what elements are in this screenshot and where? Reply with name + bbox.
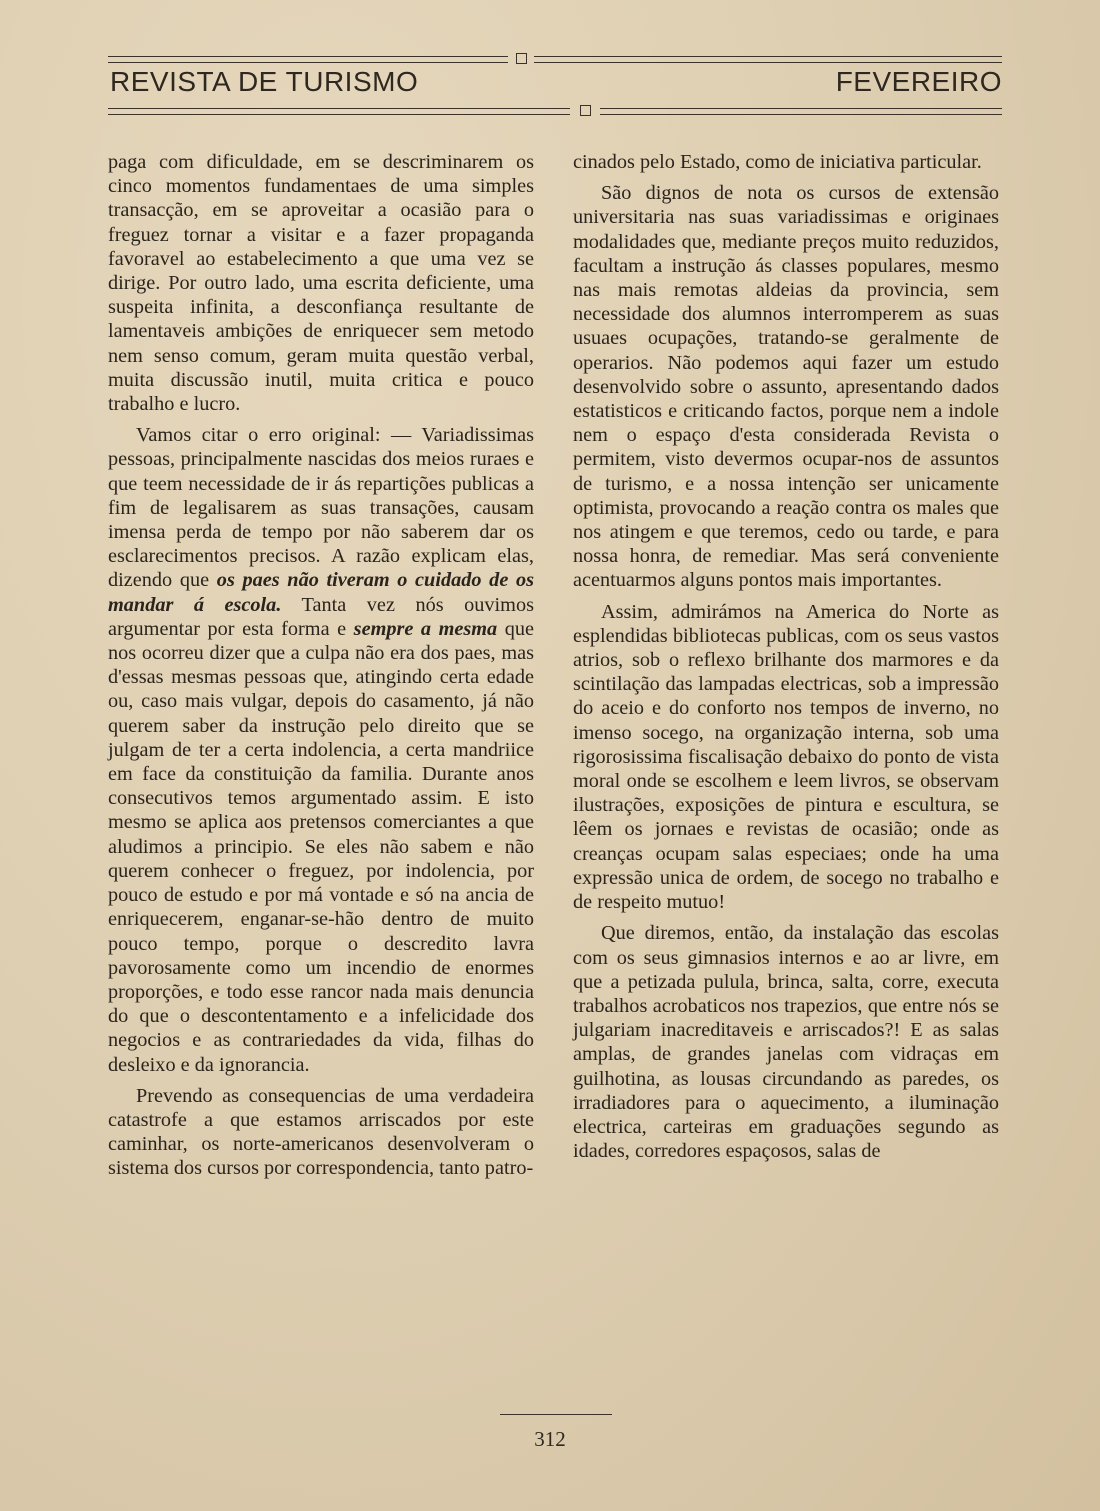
text-run: Vamos citar o erro original: — Variadissimas pessoas, principalmente nascidas dos meios ruraes e que teem necessidade de ir ás repartições publicas a fim de legalisarem as suas transações, causam imensa perda de tempo por não saberem dar os esclarecimentos precisos. A razão explicam elas, dizendo que	[108, 424, 534, 592]
text-run: Tanta vez nós ouvimos argumentar por esta forma e	[108, 593, 534, 640]
paragraph: Assim, admirámos na America do Norte as esplendidas bibliotecas publicas, com os seus vastos atrios, sob o reflexo brilhante dos marmores e da scintilação das lampadas electricas, sob a impressão do aceio e do conforto nos tempos de inverno, no imenso socego, na organização interna, sob uma rigorosissima fiscalisação debaixo do ponto de vista moral onde se escolhem e leem livros, se observam ilustrações, exposições de pintura e escultura, se lêem os jornaes e revistas de ocasião; onde as creanças ocupam salas especiaes; onde ha uma expressão unica de ordem, de socego no trabalho e de respeito mutuo!	[573, 600, 999, 914]
text-run: que nos ocorreu dizer que a culpa não era dos paes, mas d'essas mesmas pessoas que, atingindo certa edade ou, caso mais vulgar, depois do casamento, já não querem saber da instrução pelo direito que se julgam de ter a certa indolencia, a certa mandriice em face da constituição da familia. Durante anos consecutivos temos argumentado assim. E isto mesmo se aplica aos pretensos comerciantes a que aludimos a principio. Se eles não sabem e não querem conhecer o freguez, por indolencia, por pouco de estudo e por má vontade e só na ancia de enriquecerem, enganar-se-hão dentro de muito pouco tempo, porque o descredito lavra pavorosamente como um incendio de enormes proporções, e todo esse rancor nada mais denuncia do que o descontentamento e a infelicidade dos negocios e as contrariedades da vida, filhas do desleixo e da ignorancia.	[108, 617, 535, 1076]
paragraph: cinados pelo Estado, como de iniciativa particular.	[573, 151, 982, 173]
header-top-rule	[108, 52, 1002, 66]
magazine-title: REVISTA DE TURISMO	[110, 66, 419, 97]
paragraph: São dignos de nota os cursos de extensão universitaria nas suas variadissimas e originaes modalidades que, mediante preços muito reduzidos, facultam a instrução ás classes populares, mesmo nas mais remotas aldeias da provincia, sem necessidade dos alumnos interromperem as suas usuaes ocupações, tratando-se geralmente de operarios. Não podemos aqui fazer um estudo desenvolvido sobre o assunto, apresentando dados estatisticos e criticando factos, porque nem a indole nem o espaço d'esta considerada Revista o permitem, visto devermos ocupar-nos de assuntos de turismo, e a nossa intenção ser unicamente optimista, provocando a reação contra os males que nos atingem e que teremos, cedo ou tarde, e para nossa honra, de remediar. Mas será conveniente acentuarmos alguns pontos mais importantes.	[573, 182, 999, 592]
paragraph: Que diremos, então, da instalação das escolas com os seus gimnasios internos e ao ar livre, em que a petizada pulula, brinca, salta, corre, executa trabalhos acrobaticos nos trapezios, que entre nós se julgariam inacreditaveis e arriscados?! E as salas amplas, de grandes janelas com vidraças em guilhotina, as lousas circundando as paredes, os irradiadores para o aquecimento, a iluminação electrica, carteiras em graduações segundo as idades, corredores espaçosos, salas de	[573, 922, 999, 1163]
paragraph	[108, 423, 534, 1076]
left-column	[108, 150, 534, 1181]
page-number: 312	[534, 1427, 566, 1451]
emphasis: sempre a mesma	[353, 617, 498, 640]
ornament-square	[516, 53, 527, 64]
footer-rule	[500, 1414, 612, 1415]
paragraph: Prevendo as consequencias de uma verdadeira catastrofe a que estamos arriscados por este caminhar, os norte-americanos desenvolveram o sistema dos cursos por correspondencia, tanto patro-	[108, 1084, 534, 1180]
issue-month: FEVEREIRO	[835, 66, 1002, 97]
right-column	[573, 150, 999, 1163]
emphasis: os paes não tiveram o cuidado de os mandar á escola.	[108, 569, 535, 616]
header-bottom-rule	[108, 104, 1002, 118]
ornament-square	[580, 105, 591, 116]
paragraph: paga com dificuldade, em se descriminarem os cinco momentos fundamentaes de uma simples transacção, em se aproveitar a ocasião para o freguez tornar a visitar e a fazer propaganda favoravel ao estabelecimento a que uma vez se dirige. Por outro lado, uma escrita deficiente, uma suspeita infinita, a desconfiança resultante de lamentaveis ambições de enriquecer sem metodo nem senso comum, geram muita questão verbal, muita discussão inutil, muita critica e pouco trabalho e lucro.	[108, 151, 534, 416]
